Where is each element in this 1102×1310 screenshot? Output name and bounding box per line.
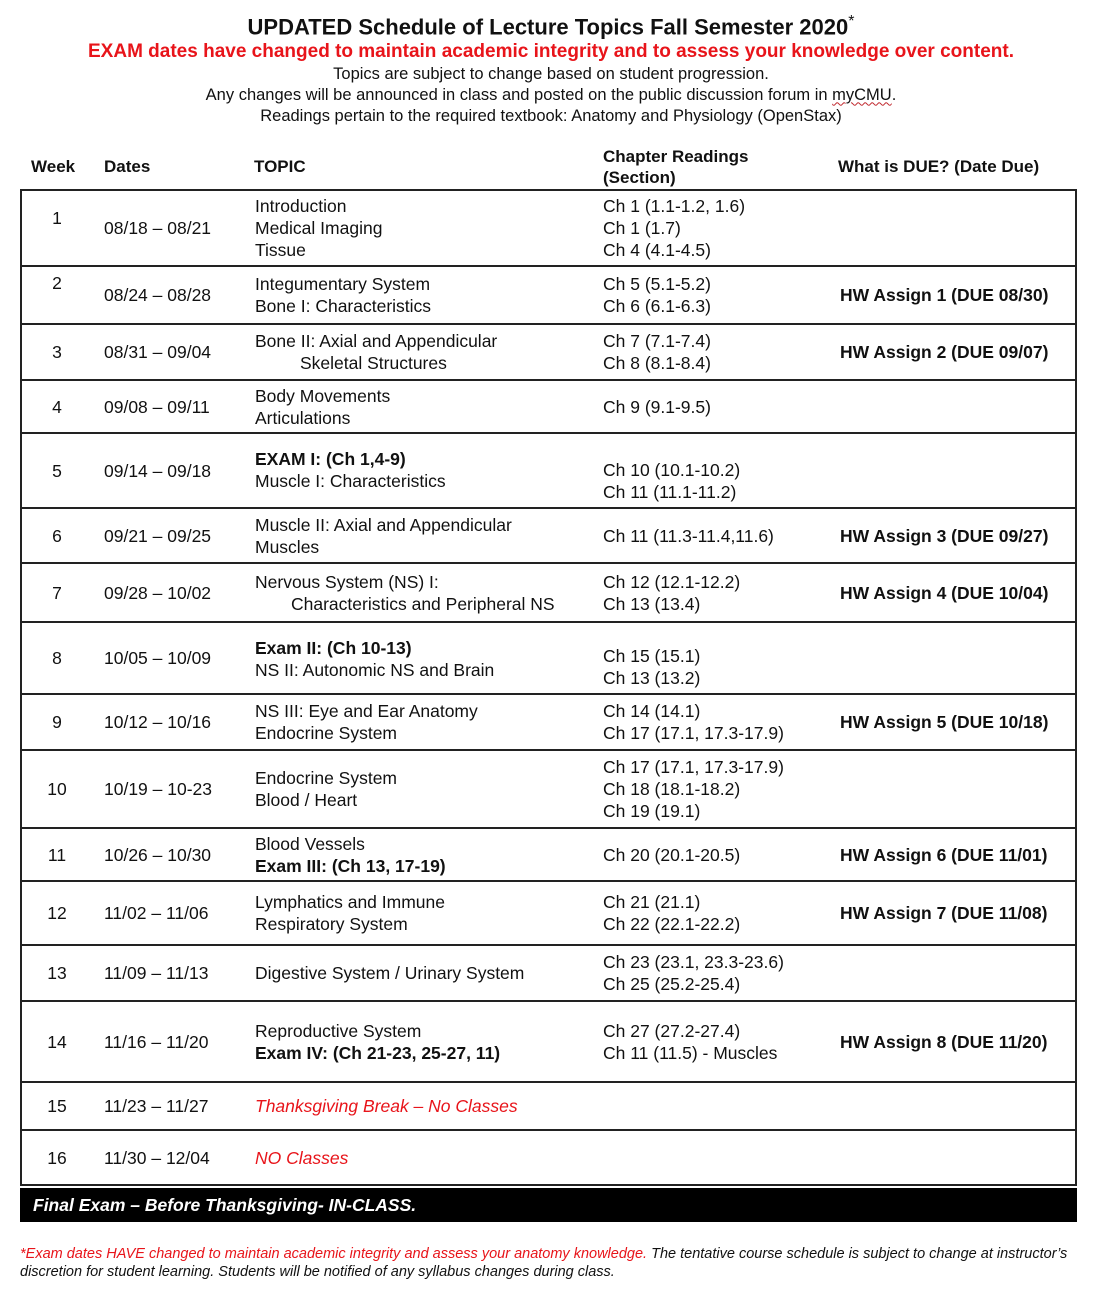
topic-line: Exam IV: (Ch 21-23, 25-27, 11) (255, 1042, 501, 1063)
chapter-line: Ch 11 (11.3-11.4,11.6) (603, 525, 774, 546)
chapter-cell (603, 433, 840, 508)
chapter-line: Ch 13 (13.4) (603, 593, 701, 614)
due-cell: HW Assign 7 (DUE 11/08) (840, 881, 1076, 945)
topic-cell (255, 622, 603, 694)
chapter-line: Ch 11 (11.5) - Muscles (603, 1042, 778, 1063)
chapter-line: Ch 7 (7.1-7.4) (603, 331, 711, 351)
topic-line: Characteristics and Peripheral NS (291, 593, 555, 614)
week-cell: 1 (21, 190, 92, 266)
topic-line: Endocrine System (255, 723, 398, 743)
chapter-cell (603, 694, 840, 750)
chapter-line: Ch 22 (22.1-22.2) (603, 914, 741, 934)
chapter-line: Ch 17 (17.1, 17.3-17.9) (603, 757, 784, 777)
table-row (21, 694, 1076, 750)
dates-cell: 08/18 – 08/21 (92, 190, 255, 266)
topic-line: Muscle II: Axial and Appendicular (255, 514, 512, 535)
due-cell (840, 190, 1076, 266)
dates-cell: 08/24 – 08/28 (92, 266, 255, 324)
chapter-line: Ch 5 (5.1-5.2) (603, 274, 711, 294)
topic-line: Thanksgiving Break – No Classes (255, 1096, 518, 1116)
topic-line: Endocrine System (255, 768, 398, 788)
table-row (21, 1082, 1076, 1130)
topic-line: Exam II: (Ch 10-13) (255, 638, 412, 658)
topic-cell (255, 433, 603, 508)
dates-cell: 10/05 – 10/09 (92, 622, 255, 694)
col-topic-header: TOPIC (254, 157, 306, 176)
due-cell: HW Assign 4 (DUE 10/04) (840, 563, 1076, 622)
title-asterisk: * (848, 13, 855, 30)
dates-cell: 09/08 – 09/11 (92, 380, 255, 433)
due-cell: HW Assign 2 (DUE 09/07) (840, 324, 1076, 380)
subtitle-line-1: Topics are subject to change based on student progression. (333, 65, 769, 84)
col-week-header: Week (31, 157, 76, 176)
chapter-line: Ch 23 (23.1, 23.3-23.6) (603, 952, 784, 972)
week-cell: 3 (21, 324, 92, 380)
topic-line: Tissue (255, 240, 306, 260)
topic-line: Bone II: Axial and Appendicular (255, 331, 498, 351)
topic-cell (255, 828, 603, 881)
dates-cell: 11/02 – 11/06 (92, 881, 255, 945)
week-cell: 5 (21, 433, 92, 508)
due-cell (840, 945, 1076, 1001)
final-exam-banner: Final Exam – Before Thanksgiving- IN-CLASS. (20, 1188, 1077, 1222)
col-due-header: What is DUE? (Date Due) (838, 157, 1040, 176)
chapter-line: Ch 14 (14.1) (603, 701, 701, 721)
chapter-line: Ch 12 (12.1-12.2) (603, 571, 741, 592)
chapter-line: Ch 1 (1.7) (603, 218, 681, 238)
chapter-cell (603, 266, 840, 324)
topic-cell (255, 1001, 603, 1082)
chapter-line: Ch 8 (8.1-8.4) (603, 353, 711, 373)
footnote-text: The tentative course schedule is subject to change at instructor’s discretion for student learning. Students will be notified of any syllabus changes during class. (20, 1246, 1068, 1280)
topic-line: Muscles (255, 536, 320, 557)
table-row (21, 1130, 1076, 1185)
table-row (21, 508, 1076, 563)
topic-line: Digestive System / Urinary System (255, 963, 525, 983)
table-row (21, 433, 1076, 508)
topic-line: Reproductive System (255, 1020, 422, 1041)
due-cell: HW Assign 5 (DUE 10/18) (840, 694, 1076, 750)
topic-line: Articulations (255, 407, 351, 428)
topic-line: Blood Vessels (255, 833, 365, 854)
chapter-line: Ch 15 (15.1) (603, 646, 701, 666)
dates-cell: 11/30 – 12/04 (92, 1130, 255, 1185)
dates-cell: 10/19 – 10-23 (92, 750, 255, 828)
chapter-line: Ch 21 (21.1) (603, 892, 701, 912)
dates-cell: 08/31 – 09/04 (92, 324, 255, 380)
chapter-cell (603, 1130, 840, 1185)
column-headers (20, 144, 1076, 188)
topic-line: Skeletal Structures (300, 353, 447, 373)
footnote (20, 1245, 1082, 1281)
week-cell: 4 (21, 380, 92, 433)
subtitle-line-3: Readings pertain to the required textbook: Anatomy and Physiology (OpenStax) (260, 107, 842, 126)
table-row (21, 750, 1076, 828)
topic-cell (255, 380, 603, 433)
week-cell: 15 (21, 1082, 92, 1130)
due-cell: HW Assign 1 (DUE 08/30) (840, 266, 1076, 324)
chapter-cell (603, 1001, 840, 1082)
topic-cell (255, 508, 603, 563)
topic-line: EXAM I: (Ch 1,4-9) (255, 449, 406, 469)
chapter-cell (603, 622, 840, 694)
topic-line: NS III: Eye and Ear Anatomy (255, 701, 478, 721)
chapter-line: Ch 10 (10.1-10.2) (603, 460, 741, 480)
footnote-red: *Exam dates HAVE changed to maintain academic integrity and assess your anatomy knowledge. (20, 1246, 648, 1262)
due-cell (840, 1130, 1076, 1185)
chapter-cell (603, 828, 840, 881)
topic-line: Bone I: Characteristics (255, 296, 432, 316)
dates-cell: 09/21 – 09/25 (92, 508, 255, 563)
table-row (21, 881, 1076, 945)
table-row (21, 563, 1076, 622)
chapter-cell (603, 750, 840, 828)
col-dates-header: Dates (104, 157, 151, 176)
table-row (21, 190, 1076, 266)
chapter-cell (603, 563, 840, 622)
subtitle-line-2: Any changes will be announced in class and posted on the public discussion forum in myCMU. (205, 86, 897, 105)
topic-line: Blood / Heart (255, 790, 358, 810)
topic-cell (255, 750, 603, 828)
chapter-cell (603, 190, 840, 266)
table-row (21, 1001, 1076, 1082)
week-cell: 12 (21, 881, 92, 945)
week-cell: 10 (21, 750, 92, 828)
chapter-cell (603, 945, 840, 1001)
topic-line: Lymphatics and Immune (255, 892, 445, 912)
exam-notice: EXAM dates have changed to maintain academic integrity and to assess your knowledge over content. (88, 41, 1014, 63)
dates-cell: 10/12 – 10/16 (92, 694, 255, 750)
topic-line: Integumentary System (255, 274, 431, 294)
chapter-line: Ch 1 (1.1-1.2, 1.6) (603, 196, 746, 216)
chapter-line: Ch 18 (18.1-18.2) (603, 779, 741, 799)
due-cell (840, 622, 1076, 694)
topic-cell (255, 190, 603, 266)
chapter-cell (603, 380, 840, 433)
topic-line: Exam III: (Ch 13, 17-19) (255, 855, 446, 876)
table-row (21, 828, 1076, 881)
topic-cell (255, 266, 603, 324)
chapter-line: Ch 9 (9.1-9.5) (603, 396, 711, 417)
col-chapter-header: Chapter Readings (Section) (603, 147, 749, 187)
week-cell: 11 (21, 828, 92, 881)
chapter-cell (603, 324, 840, 380)
dates-cell: 11/16 – 11/20 (92, 1001, 255, 1082)
table-row (21, 622, 1076, 694)
chapter-line: Ch 6 (6.1-6.3) (603, 296, 711, 316)
dates-cell: 09/14 – 09/18 (92, 433, 255, 508)
topic-line: Medical Imaging (255, 218, 383, 238)
topic-line: Muscle I: Characteristics (255, 471, 446, 491)
chapter-line: Ch 4 (4.1-4.5) (603, 240, 711, 260)
chapter-line: Ch 25 (25.2-25.4) (603, 974, 741, 994)
chapter-line: Ch 27 (27.2-27.4) (603, 1020, 741, 1041)
topic-cell (255, 324, 603, 380)
due-cell (840, 433, 1076, 508)
due-cell: HW Assign 8 (DUE 11/20) (840, 1001, 1076, 1082)
topic-line: Nervous System (NS) I: (255, 571, 439, 592)
chapter-line: Ch 17 (17.1, 17.3-17.9) (603, 723, 784, 743)
chapter-line: Ch 19 (19.1) (603, 801, 701, 821)
chapter-line: Ch 13 (13.2) (603, 668, 701, 688)
topic-cell (255, 563, 603, 622)
week-cell: 13 (21, 945, 92, 1001)
due-cell (840, 1082, 1076, 1130)
mycmu-link[interactable]: myCMU (832, 86, 892, 105)
week-cell: 2 (21, 266, 92, 324)
week-cell: 8 (21, 622, 92, 694)
dates-cell: 11/23 – 11/27 (92, 1082, 255, 1130)
topic-line: Body Movements (255, 385, 391, 406)
topic-cell (255, 881, 603, 945)
topic-cell (255, 694, 603, 750)
topic-cell (255, 945, 603, 1001)
chapter-cell (603, 508, 840, 563)
topic-line: NO Classes (255, 1147, 349, 1168)
due-cell: HW Assign 6 (DUE 11/01) (840, 828, 1076, 881)
topic-cell (255, 1130, 603, 1185)
week-cell: 16 (21, 1130, 92, 1185)
table-row (21, 945, 1076, 1001)
chapter-line: Ch 11 (11.1-11.2) (603, 482, 737, 502)
dates-cell: 09/28 – 10/02 (92, 563, 255, 622)
dates-cell: 11/09 – 11/13 (92, 945, 255, 1001)
topic-line: NS II: Autonomic NS and Brain (255, 660, 495, 680)
table-row (21, 266, 1076, 324)
week-cell: 7 (21, 563, 92, 622)
chapter-cell (603, 881, 840, 945)
chapter-line: Ch 20 (20.1-20.5) (603, 844, 741, 865)
chapter-cell (603, 1082, 840, 1130)
topic-cell (255, 1082, 603, 1130)
table-row (21, 324, 1076, 380)
dates-cell: 10/26 – 10/30 (92, 828, 255, 881)
table-row (21, 380, 1076, 433)
week-cell: 14 (21, 1001, 92, 1082)
due-cell (840, 750, 1076, 828)
week-cell: 9 (21, 694, 92, 750)
week-cell: 6 (21, 508, 92, 563)
due-cell: HW Assign 3 (DUE 09/27) (840, 508, 1076, 563)
document-header (0, 8, 1102, 127)
schedule-table (20, 189, 1077, 1186)
topic-line: Introduction (255, 196, 347, 216)
due-cell (840, 380, 1076, 433)
topic-line: Respiratory System (255, 914, 408, 934)
page-title: UPDATED Schedule of Lecture Topics Fall Semester 2020* (247, 13, 855, 40)
